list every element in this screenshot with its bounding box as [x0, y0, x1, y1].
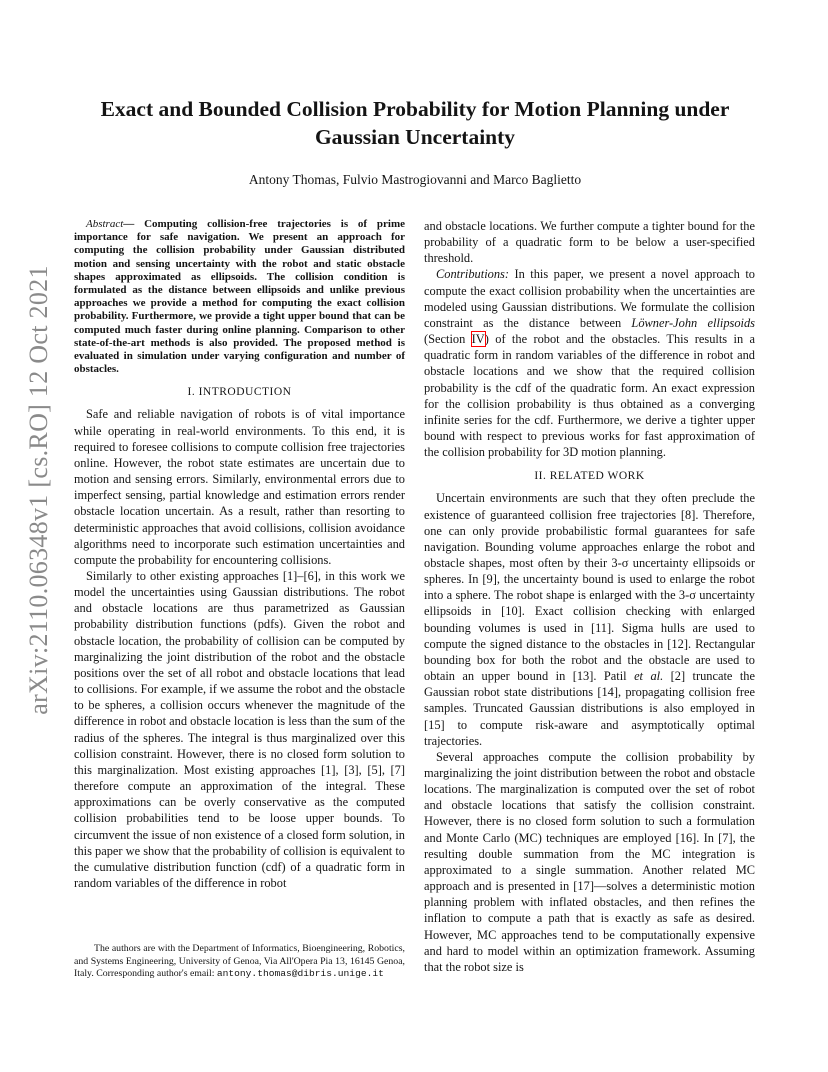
intro-paragraph-1: Safe and reliable navigation of robots is of vital importance while operating in real-world environments. To this end, it is required to foresee collisions to compute collision free trajectories online. However, the robot state estimates are uncertain due to motion and sensing errors. Similarly, environmental errors due to imperfect sensing, partial knowledge and estimation errors render obstacle location uncertain. As a result, rather than resorting to deterministic approaches that avoid collisions, collision avoidance algorithms need to incorporate such estimation uncertainties and compute the probability for encountering collisions. [74, 407, 405, 567]
abstract-text: Computing collision-free trajectories is of prime importance for safe navigation. We present an approach for computing the collision probability under Gaussian distributed motion and sensing uncertainty with the robot and static obstacle shapes approximated as ellipsoids. The collision condition is formulated as the distance between ellipsoids and unlike previous approaches we provide a method for computing the exact collision probability. Furthermore, we provide a tight upper bound that can be computed much faster during online planning. Comparison to other state-of-the-art methods is also provided. The proposed method is evaluated in simulation under varying configuration and number of obstacles. [74, 218, 405, 376]
left-column [74, 218, 405, 891]
contributions-text-b: (Section [424, 332, 472, 347]
paper-authors: Antony Thomas, Fulvio Mastrogiovanni and Marco Baglietto [248, 172, 582, 187]
contributions-text-c: ) of the robot and the obstacles. This results in a quadratic form in random variables of the difference in robot and obstacle locations and we show that the required collision probability is the cdf of the quadratic form. An exact expression for the collision probability is thus obtained as a converging infinite series for the cdf. Furthermore, we derive a tighter upper bound with respect to previous works for fast approximation of the collision probability for 3D motion planning. [424, 332, 756, 460]
related-text-a: Uncertain environments are such that they often preclude the existence of guaranteed collision free trajectories [8]. Therefore, one can only provide probabilistic formal guarantees for safe navigation. Bounding volume approaches enlarge the robot and obstacle shapes, most often by their 3-σ uncertainty ellipsoids or spheres. In [9], the uncertainty bound is used to enlarge the robot into a sphere. The robot shape is enlarged with the 3-σ uncertainty ellipsoids in [10]. Exact collision checking with enlarged bounding volumes is used in [11]. Sigma hulls are used to compute the signed distance to the obstacles in [12]. Rectangular bounding box for both the robot and the obstacle are used to obtain an upper bound in [13]. Patil [424, 491, 755, 684]
paper-title: Exact and Bounded Collision Probability for Motion Planning under Gaussian Uncertainty [100, 97, 730, 149]
arxiv-id-text: arXiv:2110.06348v1 [cs.RO] 12 Oct 2021 [24, 265, 53, 715]
arxiv-side-identifier [18, 265, 60, 715]
author-footnote [74, 943, 405, 981]
contributions-paragraph [424, 266, 755, 460]
abstract [74, 218, 405, 376]
contributions-italic: Löwner-John ellipsoids [631, 315, 755, 330]
intro-paragraph-2: Similarly to other existing approaches [1]–[6], in this work we model the uncertainties using Gaussian distributions. The robot and obstacle locations are thus parametrized as Gaussian probability distribution functions (pdfs). Given the robot and obstacle location, the probability of collision can be computed by marginalizing the joint distribution of the robot and the obstacle positions over the set of all robot and obstacle locations that lead to collisions. For example, if we assume the robot and the obstacle to be spheres, a collision occurs whenever the magnitude of the difference in robot and obstacle location is less than the sum of the radius of the spheres. The integral is thus marginalized over this collision constraint. However, there is no closed form solution to this marginalization. Most existing approaches [1], [3], [5], [7] therefore compute an approximation of the integral. These approximations can be overly conservative as the computed collision probabilities tend to be loose upper bounds. To circumvent the issue of non existence of a closed form solution, in this paper we show that the probability of collision is equivalent to the cumulative distribution function (cdf) of a quadratic form in random variables of the difference in robot [74, 569, 405, 890]
right-column [424, 218, 755, 975]
contributions-label: Contributions: [436, 267, 509, 282]
related-work-heading: II. RELATED WORK [534, 470, 645, 483]
related-text-b: [2] truncate the Gaussian robot state distributions [14], propagating collision free samples. Truncated Gaussian distributions is also employed in [15] to compute risk-aware and asymptotically optimal trajectories. [424, 669, 756, 748]
related-italic: et al. [634, 669, 664, 684]
section-link-iv[interactable]: IV [471, 332, 485, 347]
related-paragraph-1 [424, 490, 755, 749]
footnote-text: The authors are with the Department of Informatics, Bioengineering, Robotics, and Systems Engineering, University of Genoa, Via All'Opera Pia 13, 16145 Genoa, Italy. Corresponding author's email: [74, 943, 405, 979]
abstract-dash: — [123, 218, 145, 230]
author-email-link[interactable]: antony.thomas@dibris.unige.it [216, 968, 384, 979]
right-paragraph-1: and obstacle locations. We further compute a tighter bound for the probability of a quadratic form to be below a user-specified threshold. [424, 219, 755, 266]
related-paragraph-2: Several approaches compute the collision probability by marginalizing the joint distribution between the robot and obstacle locations. The marginalization is computed over the set of robot and obstacle locations that satisfy the collision constraint. However, there is no closed form solution to such a formulation and Monte Carlo (MC) techniques are employed [16]. In [7], the resulting double summation from the MC integration is approximated to a single summation. Another related MC approach and is presented in [17]—solves a deterministic motion planning problem with inflated obstacles, and then refines the inflation to compute a path that is exactly as safe as desired. However, MC approaches tend to be computationally expensive and hard to model within an optimization framework. Assuming that the robot size is [424, 749, 755, 974]
abstract-label: Abstract [86, 218, 124, 230]
intro-heading: I. INTRODUCTION [187, 386, 292, 399]
contributions-text-a: In this paper, we present a novel approach to compute the exact collision probability when the uncertainties are modeled using Gaussian distributions. We formulate the collision constraint as the distance between [424, 267, 755, 330]
